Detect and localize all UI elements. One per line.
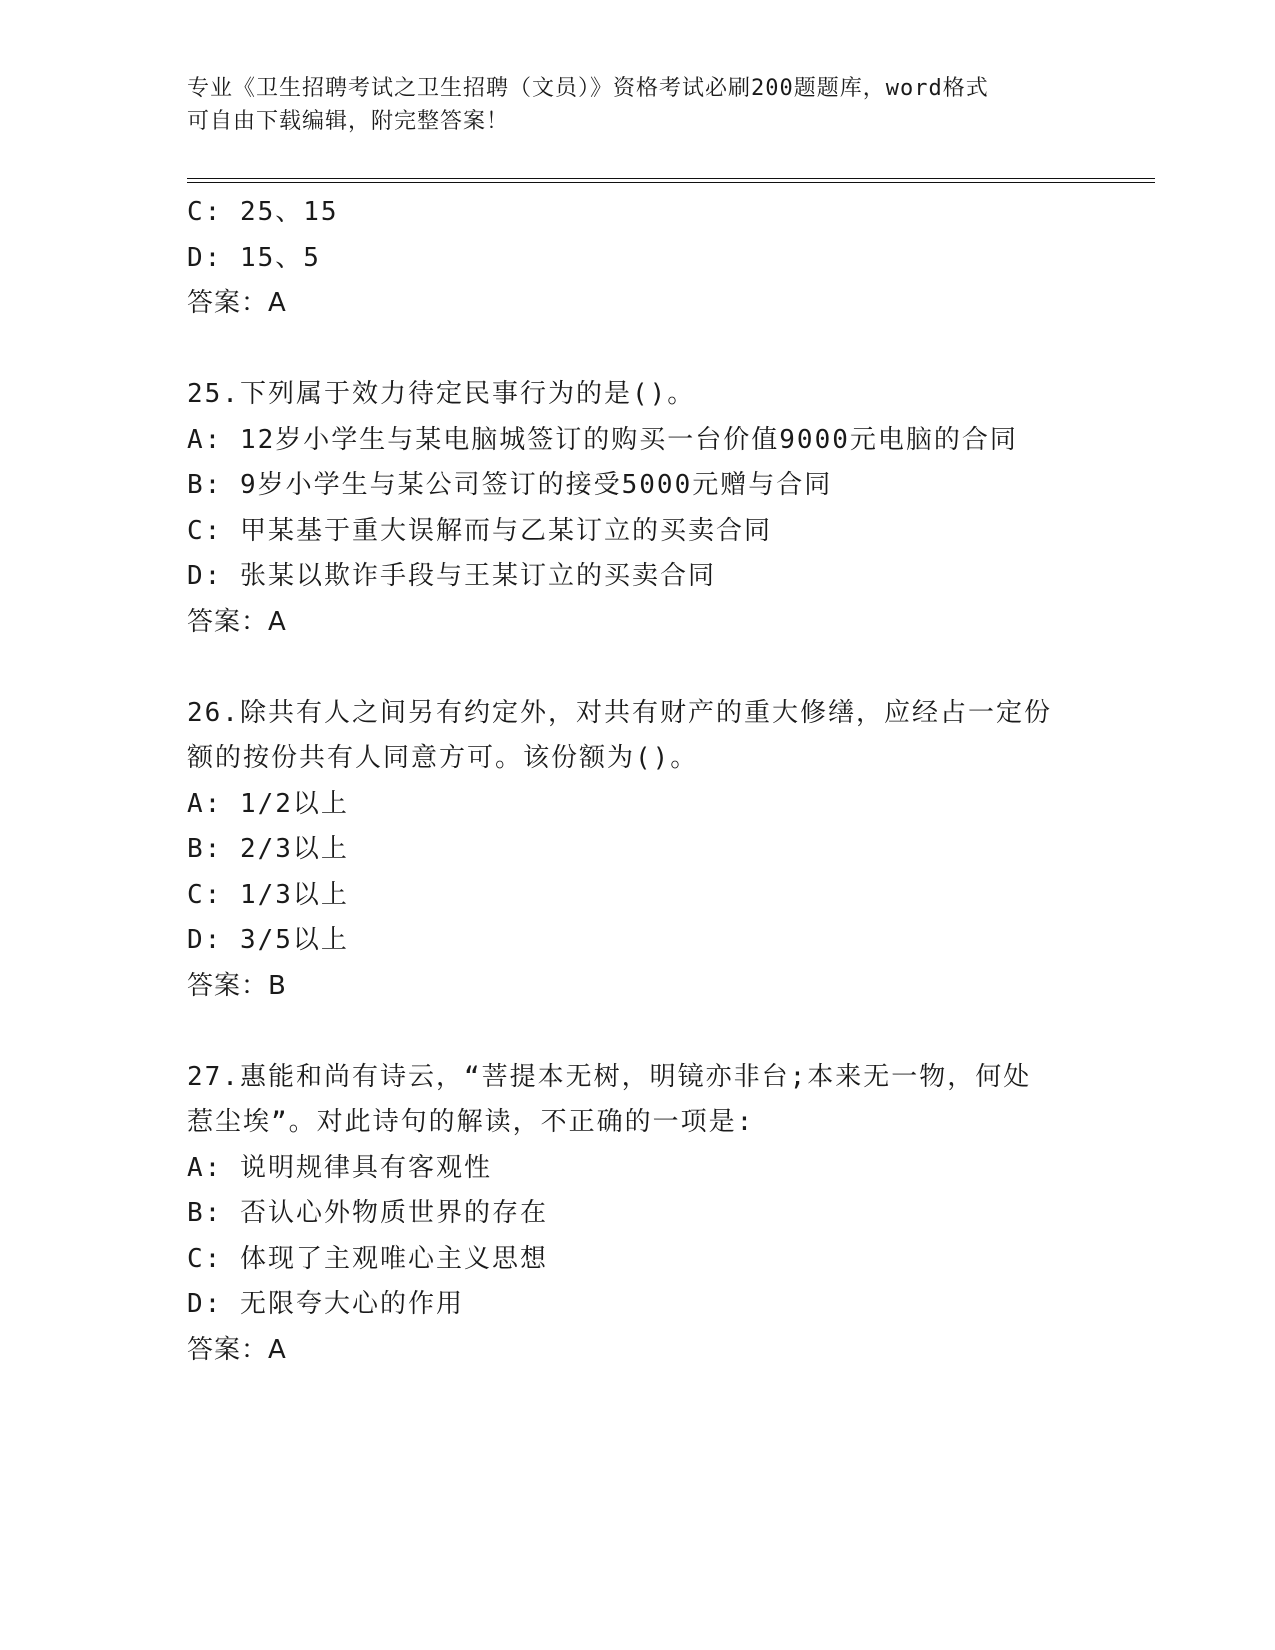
spacer [187, 327, 1087, 373]
question-stem: 25.下列属于效力待定民事行为的是()。 [187, 379, 696, 409]
option-c: C: 甲某基于重大误解而与乙某订立的买卖合同 [187, 515, 772, 546]
question-27 [187, 1055, 1087, 1374]
option-c: C: 1/3以上 [187, 879, 349, 910]
spacer [187, 645, 1087, 691]
question-stem: 26.除共有人之间另有约定外，对共有财产的重大修缮，应经占一定份 [187, 697, 1052, 728]
header-title-line-2: 可自由下载编辑，附完整答案！ [187, 109, 510, 134]
option-b: B: 2/3以上 [187, 834, 349, 864]
option-a: A: 12岁小学生与某电脑城签订的购买一台价值9000元电脑的合同 [187, 424, 1018, 455]
question-stem: 27.惠能和尚有诗云，“菩提本无树，明镜亦非台;本来无一物，何处 [187, 1061, 1032, 1092]
header-divider-top [187, 178, 1155, 179]
option-c: C: 25、15 [187, 197, 339, 227]
option-b: B: 否认心外物质世界的存在 [187, 1198, 548, 1228]
answer-line: 答案：A [187, 1334, 287, 1365]
document-header [187, 72, 1067, 138]
option-b: B: 9岁小学生与某公司签订的接受5000元赠与合同 [187, 470, 833, 500]
question-stem-continued: 惹尘埃”。对此诗句的解读，不正确的一项是: [187, 1107, 755, 1137]
option-d: D: 无限夸大心的作用 [187, 1289, 464, 1319]
option-d: D: 张某以欺诈手段与王某订立的买卖合同 [187, 561, 716, 591]
document-body [187, 190, 1087, 1373]
answer-line: 答案：A [187, 288, 287, 318]
option-a: A: 说明规律具有客观性 [187, 1152, 492, 1183]
header-divider-bottom [187, 182, 1155, 183]
question-26 [187, 691, 1087, 1010]
answer-line: 答案：A [187, 606, 287, 637]
option-a: A: 1/2以上 [187, 788, 349, 819]
option-d: D: 15、5 [187, 242, 321, 273]
question-continuation [187, 190, 1087, 327]
option-d: D: 3/5以上 [187, 925, 349, 955]
spacer [187, 1009, 1087, 1055]
answer-line: 答案：B [187, 970, 287, 1001]
question-25 [187, 372, 1087, 645]
header-title-line-1: 专业《卫生招聘考试之卫生招聘（文员）》资格考试必刷200题题库，word格式 [187, 76, 989, 101]
question-stem-continued: 额的按份共有人同意方可。该份额为()。 [187, 743, 699, 773]
option-c: C: 体现了主观唯心主义思想 [187, 1243, 548, 1274]
